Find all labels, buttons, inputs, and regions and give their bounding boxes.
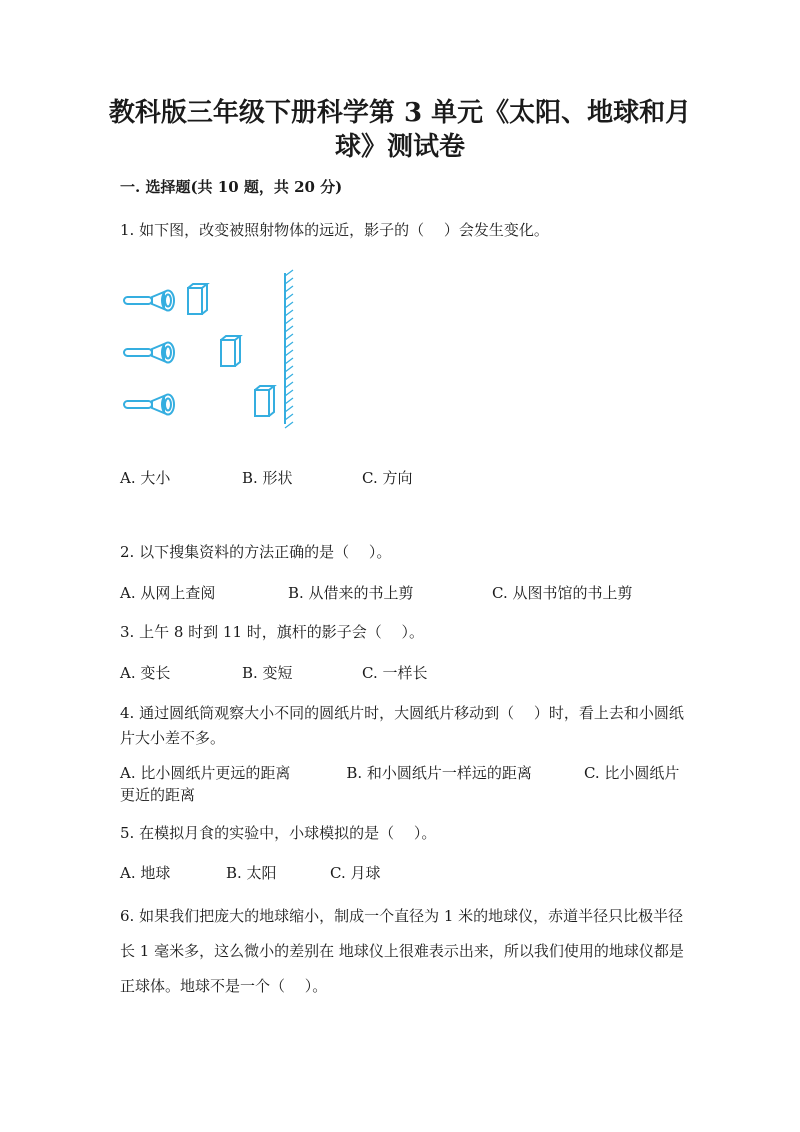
option-a[interactable]: A. 大小 xyxy=(120,469,171,487)
options-5 xyxy=(120,862,700,886)
option-c[interactable]: C. 一样长 xyxy=(362,664,428,682)
question-4: 4. 通过圆纸筒观察大小不同的圆纸片时，大圆纸片移动到（ ）时，看上去和小圆纸片大小差不多。 xyxy=(120,704,684,747)
section-heading: 一. 选择题(共 10 题，共 20 分) xyxy=(120,178,343,196)
wall-hatching xyxy=(285,270,293,428)
option-b[interactable]: B. 变短 xyxy=(242,664,293,682)
option-b[interactable]: B. 太阳 xyxy=(226,864,277,882)
option-c[interactable]: C. 从图书馆的书上剪 xyxy=(492,584,633,602)
option-a[interactable]: A. 变长 xyxy=(120,664,171,682)
flashlight-icon xyxy=(124,291,174,311)
option-a[interactable]: A. 比小圆纸片更远的距离 xyxy=(120,764,291,782)
option-b[interactable]: B. 形状 xyxy=(242,469,293,487)
option-a[interactable]: A. 地球 xyxy=(120,864,171,882)
options-2 xyxy=(120,582,700,606)
object-block-middle xyxy=(221,336,240,366)
question-6: 6. 如果我们把庞大的地球缩小，制成一个直径为 1 米的地球仪，赤道半径只比极半径长 1 毫米多，这么微小的差别在 地球仪上很难表示出来，所以我们使用的地球仪都是正球体。地球不是一个（ ）。 xyxy=(120,907,684,995)
options-4 xyxy=(120,762,680,806)
flashlight-icon xyxy=(124,343,174,363)
flashlight-shadow-figure xyxy=(118,268,318,430)
option-a[interactable]: A. 从网上查阅 xyxy=(120,584,216,602)
question-5: 5. 在模拟月食的实验中，小球模拟的是（ ）。 xyxy=(120,824,437,842)
options-1 xyxy=(120,467,700,491)
option-c[interactable]: C. 比小圆纸片更近的距离 xyxy=(120,764,680,804)
object-block-near xyxy=(188,284,207,314)
options-3 xyxy=(120,662,700,686)
option-b[interactable]: B. 和小圆纸片一样远的距离 xyxy=(346,764,532,782)
option-c[interactable]: C. 方向 xyxy=(362,469,413,487)
question-3: 3. 上午 8 时到 11 时，旗杆的影子会（ ）。 xyxy=(120,623,425,641)
page-title: 教科版三年级下册科学第 3 单元《太阳、地球和月球》测试卷 xyxy=(108,98,692,162)
question-2: 2. 以下搜集资料的方法正确的是（ ）。 xyxy=(120,543,392,561)
option-b[interactable]: B. 从借来的书上剪 xyxy=(288,584,414,602)
option-c[interactable]: C. 月球 xyxy=(330,864,381,882)
question-1: 1. 如下图，改变被照射物体的远近，影子的（ ）会发生变化。 xyxy=(120,221,549,239)
flashlight-icon xyxy=(124,395,174,415)
object-block-far xyxy=(255,386,274,416)
